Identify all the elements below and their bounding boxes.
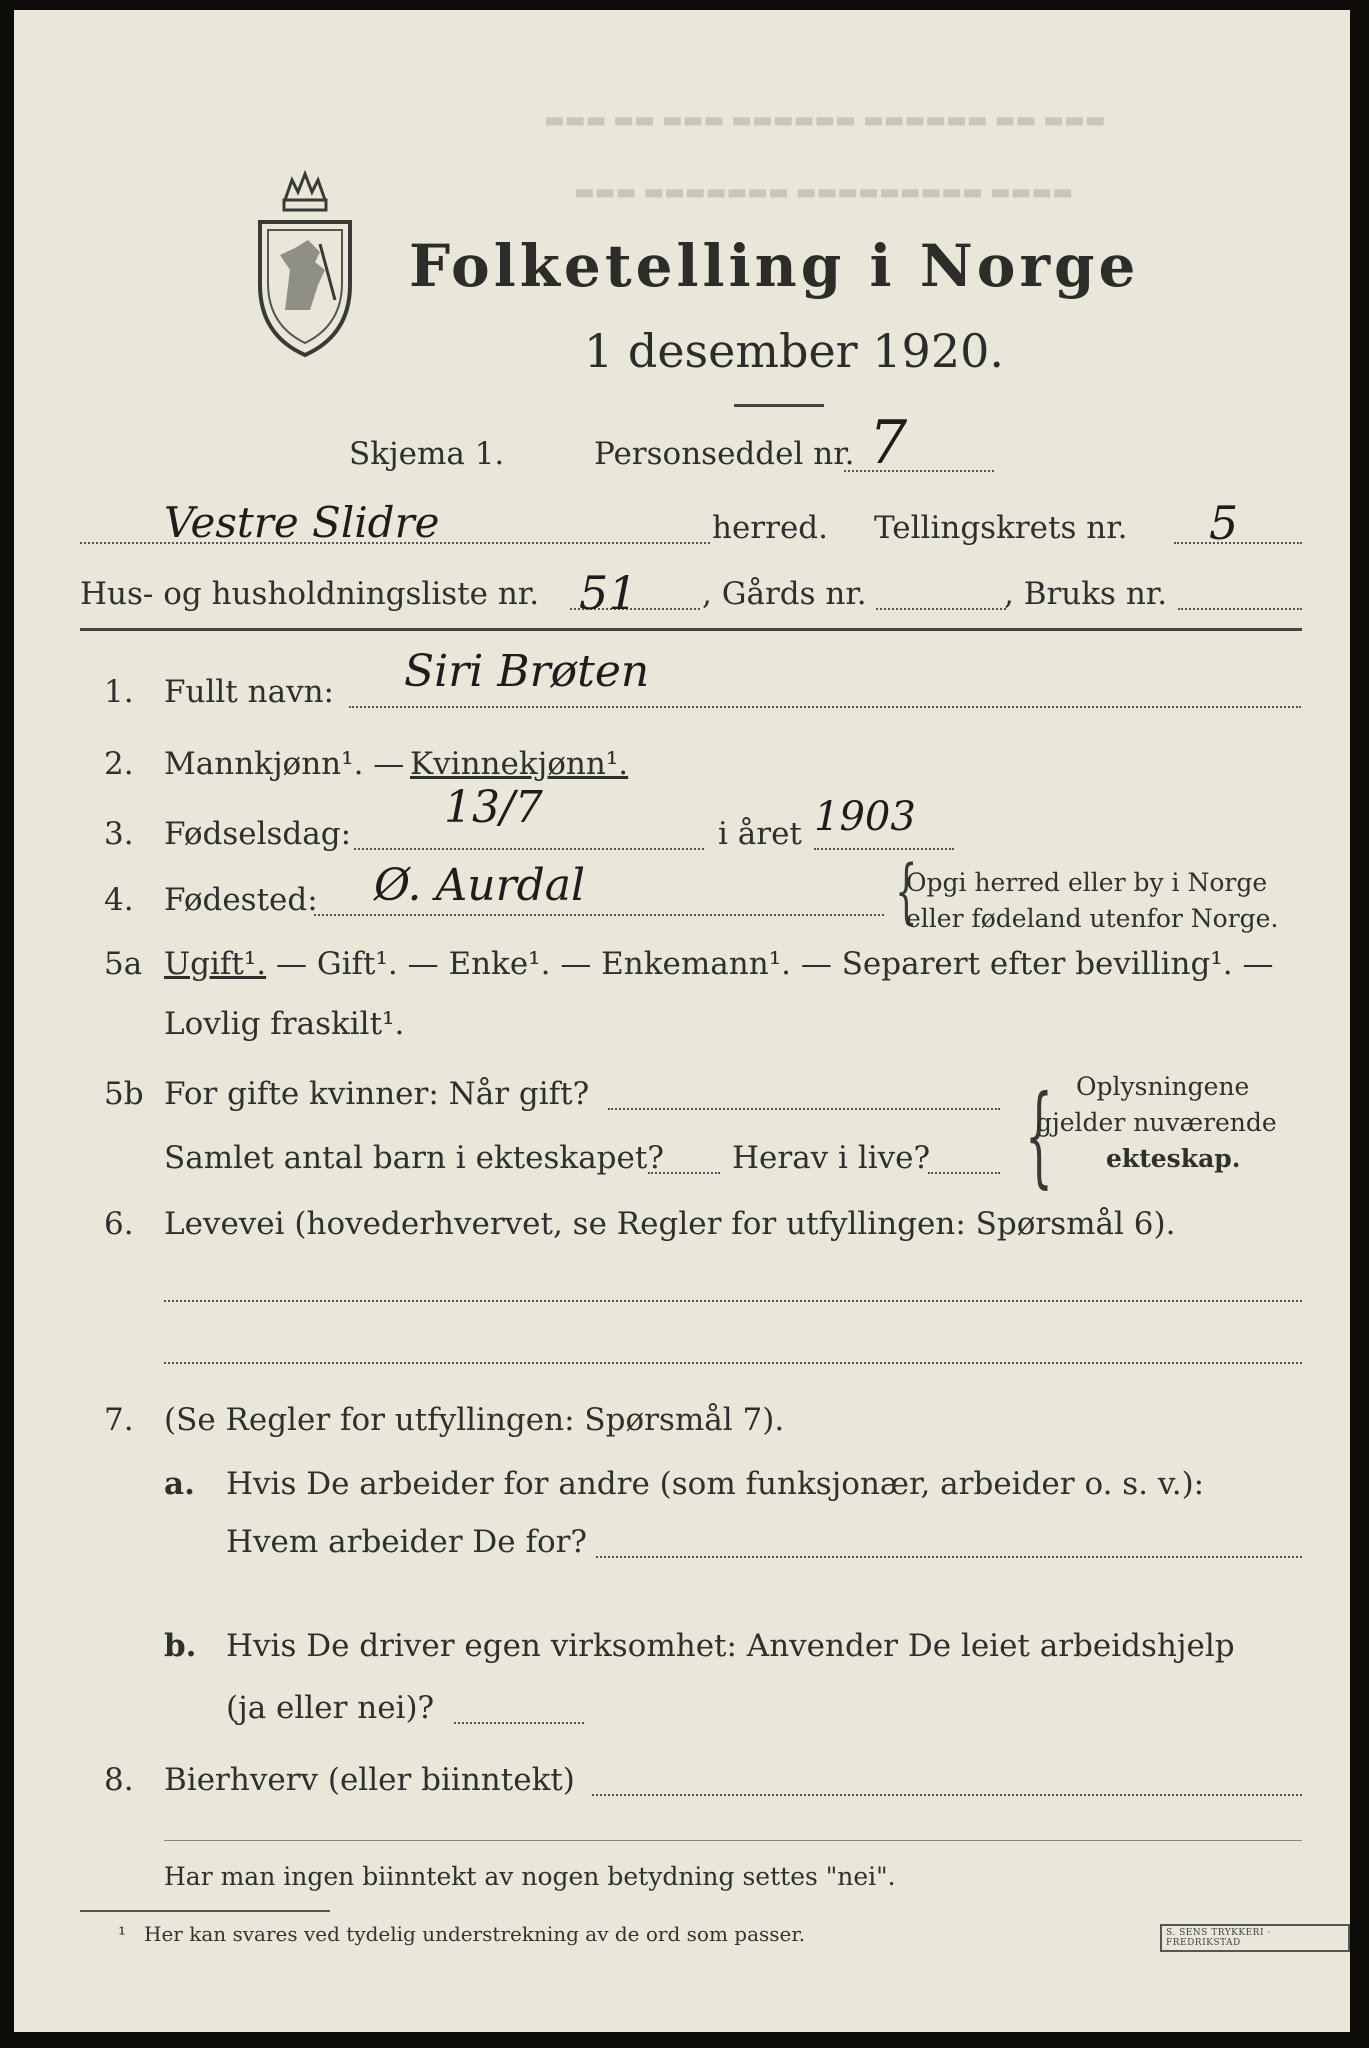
header-rule xyxy=(80,628,1302,631)
q3-number: 3. xyxy=(104,816,134,852)
q8-number: 8. xyxy=(104,1762,134,1798)
q6-answer-line[interactable] xyxy=(164,1362,1302,1364)
birthplace-value[interactable]: Ø. Aurdal xyxy=(374,860,586,911)
bruks-label: , Bruks nr. xyxy=(1004,576,1168,612)
year-label: i året xyxy=(718,816,802,852)
q5b-note-line1: Oplysningene xyxy=(1076,1072,1250,1101)
form-title: Folketelling i Norge xyxy=(409,232,1140,300)
full-name-value[interactable]: Siri Brøten xyxy=(404,646,650,697)
q4-label: Fødested: xyxy=(164,882,318,918)
personseddel-number[interactable]: 7 xyxy=(869,408,908,478)
footnote-mark: ¹ xyxy=(118,1922,127,1946)
birthplace-note-line1: Opgi herred eller by i Norge xyxy=(906,868,1268,897)
q5b-note-line3: ekteskap. xyxy=(1106,1144,1241,1173)
q5b-note-line2: gjelder nuværende xyxy=(1036,1108,1277,1137)
q7b-answer-line[interactable] xyxy=(454,1722,584,1724)
q8-answer-line[interactable] xyxy=(592,1794,1302,1796)
q6-text: Levevei (hovederhvervet, se Regler for utfyllingen: Spørsmål 6). xyxy=(164,1206,1176,1242)
q7a-text2: Hvem arbeider De for? xyxy=(226,1524,588,1560)
skjema-label: Skjema 1. xyxy=(349,436,505,472)
census-date: 1 desember 1920. xyxy=(584,324,1004,378)
tellingskrets-number[interactable]: 5 xyxy=(1209,496,1239,550)
q1-number: 1. xyxy=(104,674,134,710)
q7a-text: Hvis De arbeider for andre (som funksjonær, arbeider o. s. v.): xyxy=(226,1466,1205,1502)
tellingskrets-label: Tellingskrets nr. xyxy=(874,510,1128,546)
footnote-text: Her kan svares ved tydelig understrekning av de ord som passer. xyxy=(144,1922,806,1946)
birth-year-value[interactable]: 1903 xyxy=(814,794,916,840)
q5b-children-alive: Herav i live? xyxy=(732,1140,931,1176)
title-divider xyxy=(734,404,824,407)
bleed-through-text: ▬▬▬ ▬▬▬▬▬▬▬ ▬▬▬▬▬▬▬▬▬ ▬▬▬▬ xyxy=(574,180,1074,205)
q5b-number: 5b xyxy=(104,1076,144,1112)
bleed-through-text: ▬▬▬ ▬▬ ▬▬▬ ▬▬▬▬▬▬ ▬▬▬▬▬▬ ▬▬ ▬▬▬ xyxy=(544,108,1106,133)
husliste-number[interactable]: 51 xyxy=(579,566,638,620)
q8-text: Bierhverv (eller biinntekt) xyxy=(164,1762,575,1798)
marital-other-options[interactable]: — Gift¹. — Enke¹. — Enkemann¹. — Separert efter bevilling¹. — xyxy=(276,946,1274,982)
gards-label: , Gårds nr. xyxy=(702,576,867,612)
birth-day-value[interactable]: 13/7 xyxy=(444,782,543,833)
footer-note: Har man ingen biinntekt av nogen betydning settes "nei". xyxy=(164,1862,896,1891)
q2-number: 2. xyxy=(104,746,134,782)
husliste-label: Hus- og husholdningsliste nr. xyxy=(80,576,540,612)
q7-text: (Se Regler for utfyllingen: Spørsmål 7). xyxy=(164,1402,785,1438)
norway-coat-of-arms-icon xyxy=(240,160,370,364)
printer-stamp: S. SENS TRYKKERI · FREDRIKSTAD xyxy=(1160,1924,1350,1952)
q3-label: Fødselsdag: xyxy=(164,816,352,852)
q6-answer-line[interactable] xyxy=(164,1300,1302,1302)
q6-number: 6. xyxy=(104,1206,134,1242)
herred-name[interactable]: Vestre Slidre xyxy=(164,498,440,547)
q7a-letter: a. xyxy=(164,1466,195,1502)
herred-label: herred. xyxy=(712,510,828,546)
census-form xyxy=(14,10,1350,2032)
birthplace-note-line2: eller fødeland utenfor Norge. xyxy=(906,904,1279,933)
q7-number: 7. xyxy=(104,1402,134,1438)
brace: { xyxy=(1025,1071,1053,1199)
marital-ugift-option[interactable]: Ugift¹. xyxy=(164,946,267,982)
q4-number: 4. xyxy=(104,882,134,918)
personseddel-label: Personseddel nr. xyxy=(594,436,855,472)
q7b-text: Hvis De driver egen virksomhet: Anvender De leiet arbeidshjelp xyxy=(226,1628,1235,1664)
q1-label: Fullt navn: xyxy=(164,674,334,710)
marital-fraskilt-option[interactable]: Lovlig fraskilt¹. xyxy=(164,1006,405,1042)
q5b-children-total: Samlet antal barn i ekteskapet? xyxy=(164,1140,664,1176)
gender-female-option[interactable]: Kvinnekjønn¹. xyxy=(410,746,629,782)
gender-male-option[interactable]: Mannkjønn¹. — xyxy=(164,746,405,782)
brace: { xyxy=(895,850,918,932)
q5a-number: 5a xyxy=(104,946,143,982)
q7b-text2: (ja eller nei)? xyxy=(226,1690,435,1726)
q7a-answer-line[interactable] xyxy=(596,1556,1302,1558)
q7b-letter: b. xyxy=(164,1628,197,1664)
q5b-when-married: For gifte kvinner: Når gift? xyxy=(164,1076,590,1112)
